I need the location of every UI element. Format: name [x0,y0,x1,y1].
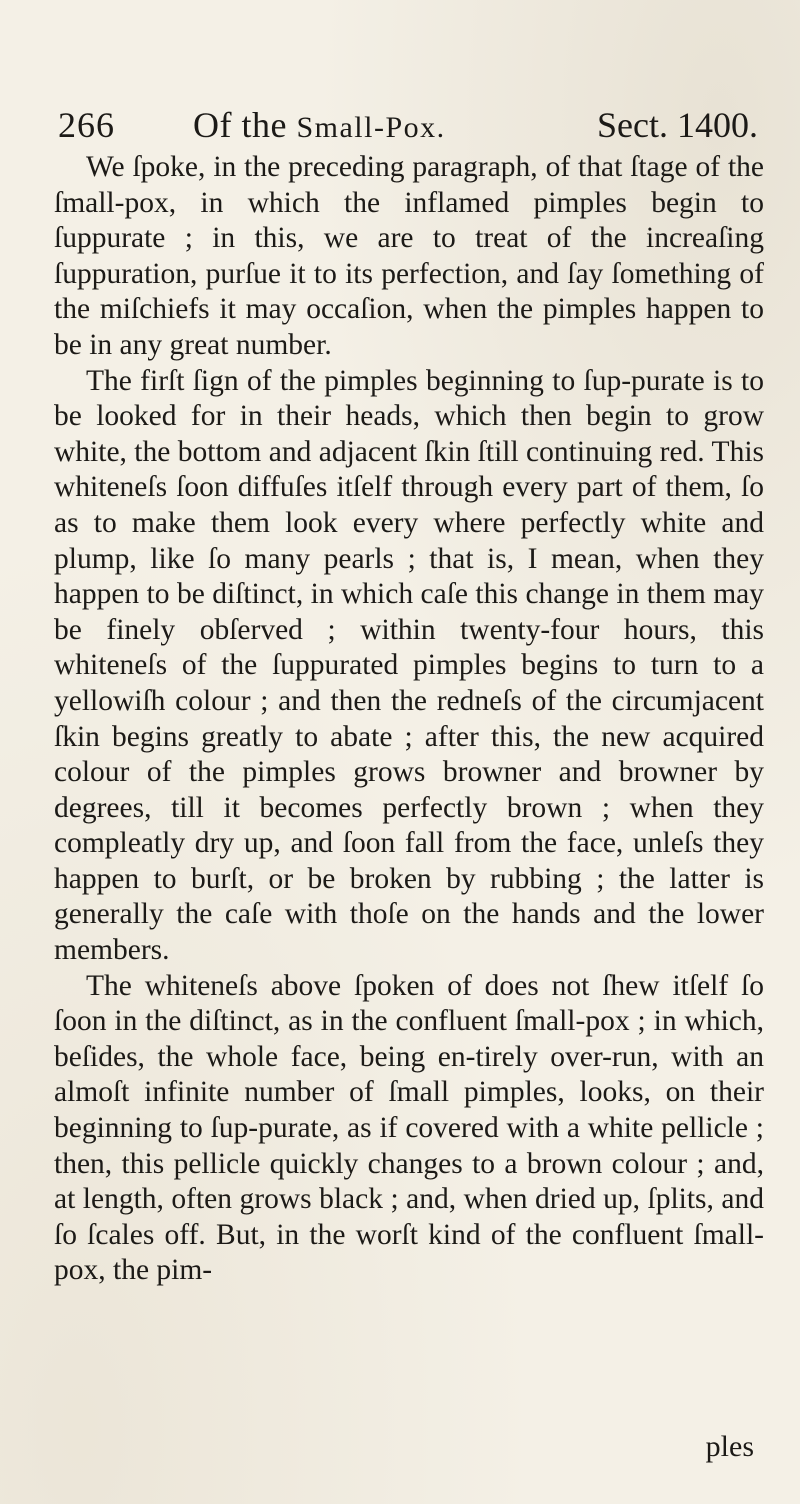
paragraph: We ſpoke, in the preceding paragraph, of that ſtage of the ſmall-pox, in which the inflamed pimples begin to ſuppurate ; in this, we are to treat of the increaſing ſuppuration, purſue it to its perfection, and ſay ſomething of the miſchiefs it may occaſion, when the pimples happen to be in any great number. [54,151,764,361]
paragraph: The firſt ſign of the pimples beginning to ſup-purate is to be looked for in their heads, which then begin to grow white, the bottom and adjacent ſkin ſtill continuing red. This whiteneſs ſoon diffuſes itſelf through every part of them, ſo as to make them look every where perfectly white and plump, like ſo many pearls ; that is, I mean, when they happen to be diſtinct, in which caſe this change in them may be finely obſerved ; within twenty-four hours, this whiteneſs of the ſuppurated pimples begins to turn to a yellowiſh colour ; and then the redneſs of the circumjacent ſkin begins greatly to abate ; after this, the new acquired colour of the pimples grows browner and browner by degrees, till it becomes perfectly brown ; when they compleatly dry up, and ſoon fall from the face, unleſs they happen to burſt, or be broken by rubbing ; the latter is generally the caſe with thoſe on the hands and the lower members. [54,364,764,967]
title-smallcaps: Small-Pox. [296,111,446,144]
running-title [193,104,446,146]
running-header [58,104,758,154]
title-prefix: Of the [193,105,287,145]
page-number: 266 [58,105,115,145]
section-reference: Sect. 1400. [597,105,758,145]
body-text [54,150,764,1289]
catchword: ples [705,1430,754,1463]
paragraph: The whiteneſs above ſpoken of does not ſhew itſelf ſo ſoon in the diſtinct, as in the confluent ſmall-pox ; in which, beſides, the whole face, being en-tirely over-run, with an almoſt infinite number of ſmall pimples, looks, on their beginning to ſup-purate, as if covered with a white pellicle ; then, this pellicle quickly changes to a brown colour ; and, at length, often grows black ; and, when dried up, ſplits, and ſo ſcales off. But, in the worſt kind of the confluent ſmall-pox, the pim- [54,969,764,1287]
